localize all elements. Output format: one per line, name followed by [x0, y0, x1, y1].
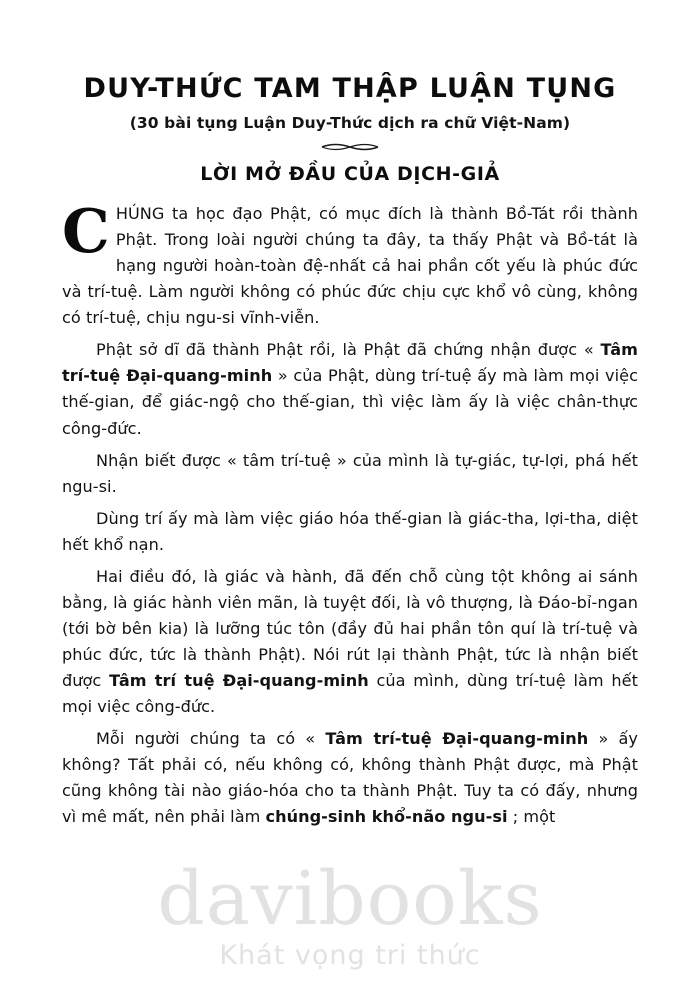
paragraph-6-text: Mỗi người chúng ta có « Tâm trí-tuệ Đại-quang-minh » ấy không? Tất phải có, nếu không có, không thành Phật được, mà Phật cũng không tài nào giáo-hóa cho ta thành Phật. Tuy ta có đấy, nhưng vì mê mất, nên phải làm chúng-sinh khổ-não ngu-si ; một — [62, 729, 638, 827]
section-heading: LỜI MỞ ĐẦU CỦA DỊCH-GIẢ — [200, 163, 500, 185]
paragraph-6 — [62, 726, 638, 830]
watermark-sub-text: Khát vọng tri thức — [219, 940, 481, 971]
paragraph-1 — [62, 197, 638, 331]
body-text — [62, 197, 638, 830]
drop-cap: C — [62, 197, 110, 267]
page-subtitle: (30 bài tụng Luận Duy-Thức dịch ra chữ Việt-Nam) — [129, 114, 571, 132]
paragraph-5-text: Hai điều đó, là giác và hành, đã đến chỗ cùng tột không ai sánh bằng, là giác hành viên mãn, là tuyệt đối, là vô thượng, là Đáo-bỉ-ngan (tới bờ bên kia) là lưỡng túc tôn (đầy đủ hai phần tôn quí là trí-tuệ và phúc đức, tức là thành Phật). Nói rút lại thành Phật, tức là nhận biết được Tâm trí tuệ Đại-quang-minh của mình, dùng trí-tuệ làm hết mọi việc công-đức. — [62, 566, 638, 717]
page-title: DUY-THỨC TAM THẬP LUẬN TỤNG — [83, 73, 617, 104]
divider-ornament-icon — [62, 140, 638, 157]
paragraph-5 — [62, 564, 638, 720]
paragraph-4-text: Dùng trí ấy mà làm việc giáo hóa thế-gian là giác-tha, lợi-tha, diệt hết khổ nạn. — [62, 508, 638, 554]
watermark — [0, 856, 700, 971]
watermark-main-text: davibooks — [157, 856, 543, 942]
paragraph-2 — [62, 337, 638, 441]
paragraph-1-text: HÚNG ta học đạo Phật, có mục đích là thành Bồ-Tát rồi thành Phật. Trong loài người chúng ta đây, ta thấy Phật và Bồ-tát là hạng người hoàn-toàn đệ-nhất cả hai phần cốt yếu là phúc đức và trí-tuệ. Làm người không có phúc đức chịu cực khổ vô cùng, không có trí-tuệ, chịu ngu-si vĩnh-viễn. — [62, 204, 638, 328]
paragraph-4 — [62, 506, 638, 558]
paragraph-2-text: Phật sở dĩ đã thành Phật rồi, là Phật đã chứng nhận được « Tâm trí-tuệ Đại-quang-minh » của Phật, dùng trí-tuệ ấy mà làm mọi việc thế-gian, để giác-ngộ cho thế-gian, thì việc làm ấy là việc chân-thực công-đức. — [62, 340, 638, 438]
paragraph-3 — [62, 448, 638, 500]
paragraph-3-text: Nhận biết được « tâm trí-tuệ » của mình là tự-giác, tự-lợi, phá hết ngu-si. — [62, 450, 638, 496]
